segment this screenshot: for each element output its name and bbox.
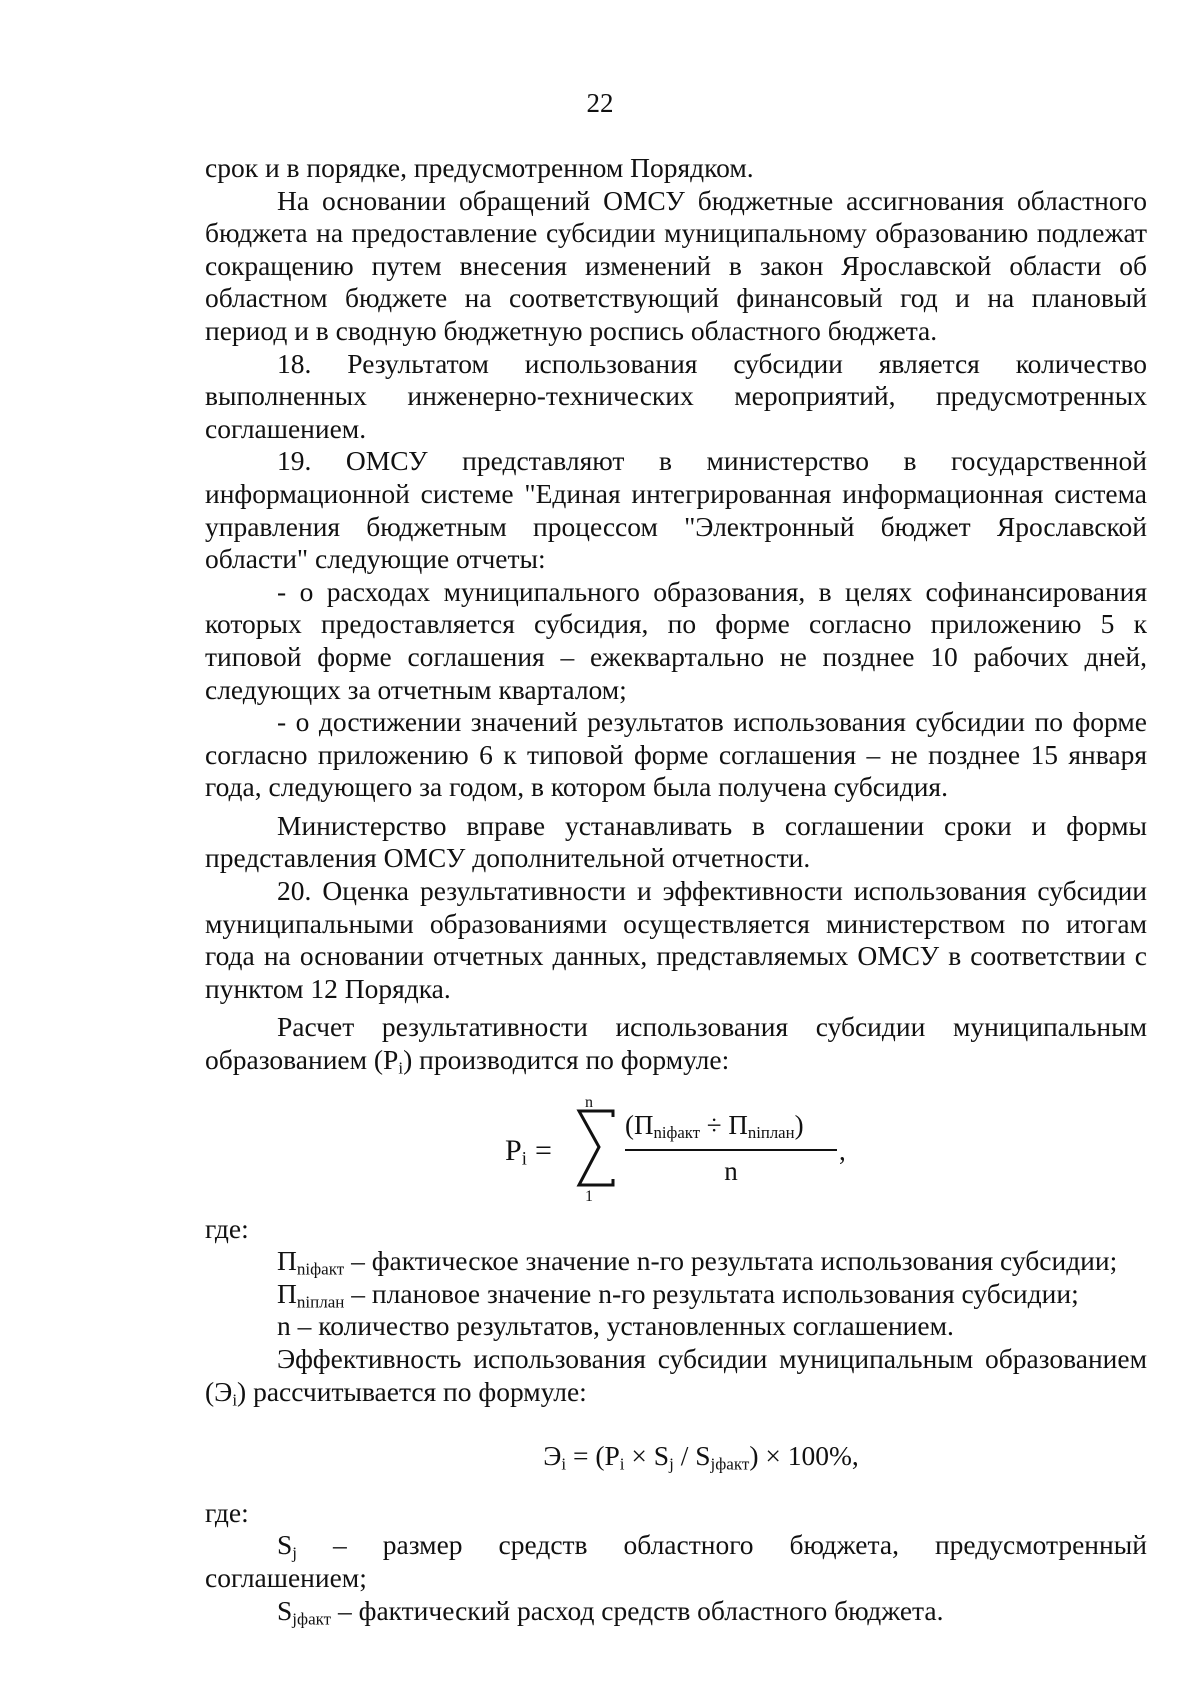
definition-fact: $П_{niфакт}$ – фактическое значение n-го результата использования субсидии; [277,1245,1118,1279]
definition-n: n – количество результатов, установленных соглашением. [277,1310,954,1342]
paragraph-ministry-rights: Министерство вправе устанавливать в соглашении сроки и формы представления ОМСУ дополнительной отчетности. [205,809,1147,874]
paragraph-performance-calc: Расчет результативности использования субсидии муниципальным образованием $(Р_i)$ производится по формуле: [205,1011,1147,1078]
formula-denominator: n [724,1155,738,1186]
report-item-results: - о достижении значений результатов использования субсидии по форме согласно приложению 6 к типовой форме соглашения – не позднее 15 января года, следующего за годом, в котором была получена субсидия. [205,706,1147,803]
paragraph-20: 20. Оценка результативности и эффективности использования субсидии муниципальными образованиями осуществляется министерством по итогам года на основании отчетных данных, представляемых ОМСУ в соответствии с пунктом 12 Порядка. [205,875,1147,1004]
definition-sjfact: $S_{jфакт}$ – фактический расход средств областного бюджета. [277,1594,944,1628]
paragraph-18: 18. Результатом использования субсидии является количество выполненных инженерно-технических мероприятий, предусмотренных соглашением. [205,347,1147,444]
sigma-sign [573,1095,619,1199]
document-body [205,152,1147,1627]
sum-lower-limit: 1 [585,1187,593,1205]
paragraph-efficiency-calc: Эффективность использования субсидии муниципальным образованием $(Э_i)$ рассчитывается по формуле: [205,1343,1147,1409]
formula-numerator: $(П_{niфакт} \div П_{niплан})$ [625,1109,804,1142]
paragraph-19: 19. ОМСУ представляют в министерство в государственной информационной системе "Единая интегрированная информационная система управления бюджетным процессом "Электронный бюджет Ярославской области" следующие отчеты: [205,445,1147,575]
page-number: 22 [586,88,614,118]
paragraph-1: срок и в порядке, предусмотренном Порядком. [205,152,754,183]
formula-lhs: $Р_i$ [505,1133,527,1170]
where-label-2: где: [205,1496,249,1528]
paragraph-2: На основании обращений ОМСУ бюджетные ассигнования областного бюджета на предоставление субсидии муниципальному образованию подлежат сокращению путем внесения изменений в закон Ярославской области об областном бюджете на соответствующий финансовый год и на плановый период и в сводную бюджетную роспись областного бюджета. [205,184,1147,346]
where-label-1: где: [205,1212,249,1244]
performance-formula [205,1095,1147,1205]
definition-sj-continuation: соглашением; [205,1561,367,1593]
formula-equals: = [535,1133,552,1167]
sum-upper-limit: n [585,1093,593,1111]
formula-comma: , [839,1135,846,1166]
efficiency-formula: $Э_i = (Р_i \times S_j / S_{jфакт}) \times 100\%$, [543,1440,859,1474]
definition-sj: $S_j$ – размер средств областного бюджета, предусмотренный [277,1529,1147,1563]
fraction-bar [625,1149,837,1151]
definition-plan: $П_{niплан}$ – плановое значение n-го результата использования субсидии; [277,1277,1079,1312]
report-item-expenses: - о расходах муниципального образования, в целях софинансирования которых предоставляется субсидия, по форме согласно приложению 5 к типовой форме соглашения – ежеквартально не позднее 10 рабочих дней, следующих за отчетным кварталом; [205,575,1147,705]
